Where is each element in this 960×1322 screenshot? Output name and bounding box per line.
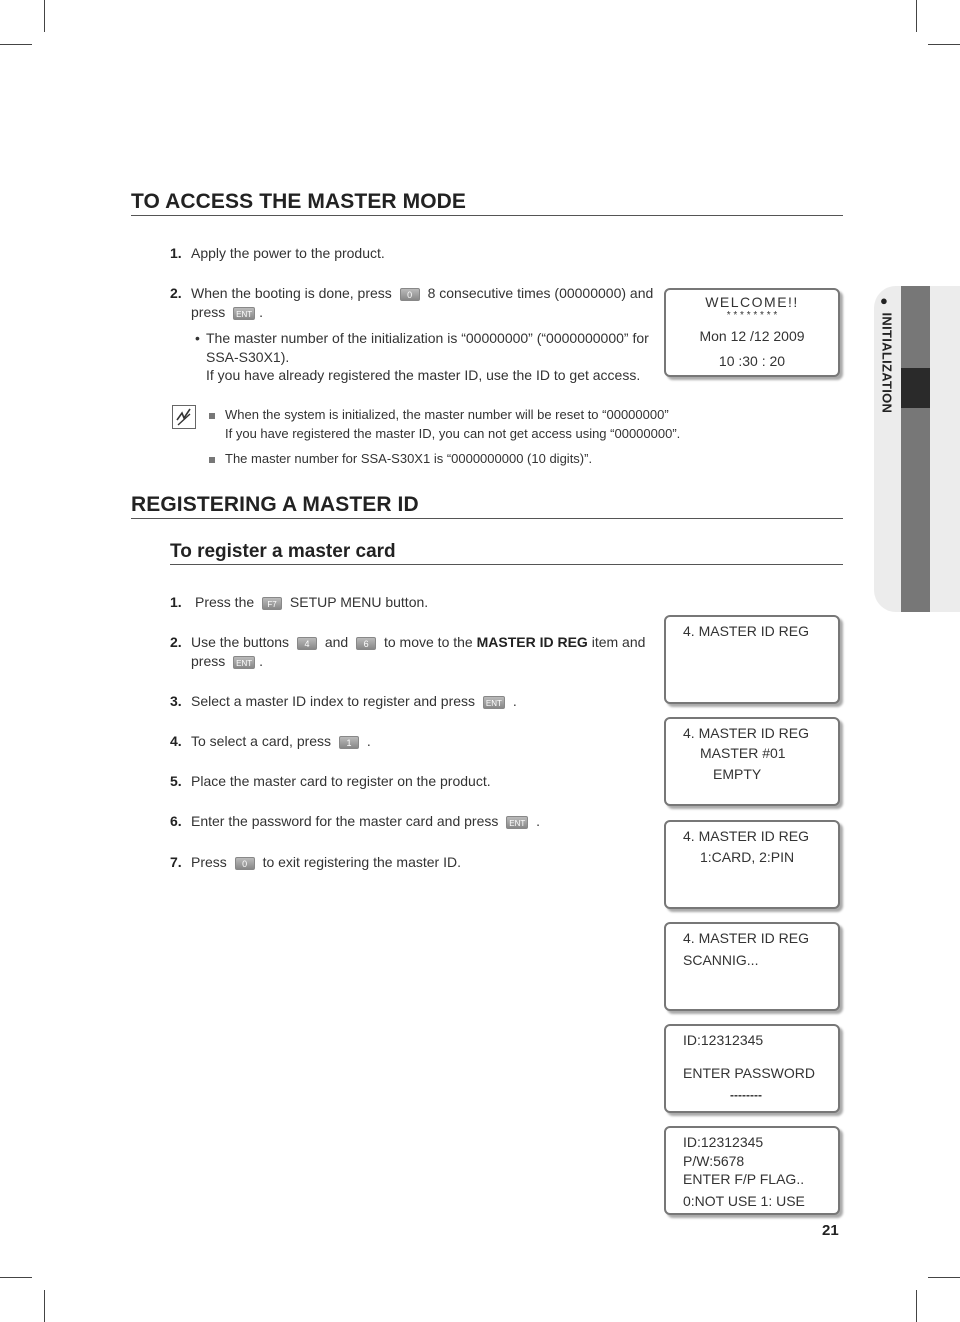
step-number: 1. [170,594,182,610]
step-text-pre: Press the [195,594,255,610]
period: . [259,304,264,320]
period: . [366,733,371,749]
step-text-pre: Enter the password for the master card and press [191,813,499,829]
note-text: The master number for SSA-S30X1 is “0000000000 (10 digits)”. [225,451,593,466]
lcd-line: ENTER PASSWORD [683,1065,815,1081]
note-1 [209,405,669,424]
key-1-icon: 1 [339,736,359,749]
square-bullet-icon [209,413,215,419]
step-text-pre: When the booting is done, press [191,285,392,301]
section-title-registering: REGISTERING A MASTER ID [131,493,843,519]
bullet-mark: • [195,330,200,346]
crop-mark [928,1277,960,1278]
lcd-line: ID:12312345 [683,1134,764,1150]
lcd-enter-password [664,1024,840,1113]
lcd-fp-flag [664,1126,840,1215]
key-4-icon: 4 [297,637,317,650]
lcd-line: P/W:5678 [683,1153,745,1169]
lcd-line: 0:NOT USE 1: USE [683,1193,805,1209]
lcd-line: * * * * * * * * [726,310,778,321]
lcd-line: ID:12312345 [683,1032,764,1048]
step-text-post: to move to the [383,634,473,650]
key-0-icon: 0 [400,288,420,301]
side-tab-bar [901,286,930,612]
lcd-line: 10 :30 : 20 [718,353,786,369]
period: . [512,693,517,709]
bullet-line-3: If you have already registered the master ID, use the ID to get access. [206,367,641,383]
step-number: 6. [170,813,182,829]
lcd-line: ENTER F/P FLAG.. [683,1171,805,1187]
step-text-pre: To select a card, press [191,733,332,749]
lcd-line: 4. MASTER ID REG [683,828,810,844]
page-number: 21 [822,1222,839,1239]
lcd-line: WELCOME!! [705,294,799,310]
key-ent-icon: ENT [483,696,505,709]
crop-mark [0,44,32,45]
subsection-title: To register a master card [170,541,843,565]
square-bullet-icon [209,457,215,463]
side-tab-marker [901,368,930,408]
lcd-line: 4. MASTER ID REG [683,623,810,639]
step-text-pre: Use the buttons [191,634,290,650]
note-icon [172,405,196,429]
lcd-line: -------- [730,1088,762,1102]
step-number: 2. [170,634,182,650]
step-text-press: press [191,653,226,669]
step-text-and: and [324,634,349,650]
lcd-line: 4. MASTER ID REG [683,930,810,946]
crop-mark [916,1290,917,1322]
lcd-line: MASTER #01 [700,745,786,761]
key-6-icon: 6 [356,637,376,650]
step-number: 4. [170,733,182,749]
note-text: When the system is initialized, the master number will be reset to “00000000” [225,407,669,422]
crop-mark [928,44,960,45]
step-text-post: 8 consecutive times (00000000) and [427,285,654,301]
step-number: 1. [170,245,182,261]
step-number: 7. [170,854,182,870]
side-tab-bullet: ● [880,293,888,308]
lcd-master-01 [664,717,840,806]
step-text-post: to exit registering the master ID. [262,854,461,870]
step-text: Apply the power to the product. [191,245,385,261]
step-number: 3. [170,693,182,709]
step-text-press: press [191,304,226,320]
step-number: 5. [170,773,182,789]
key-ent-icon: ENT [233,656,255,669]
key-ent-icon: ENT [233,307,255,320]
period: . [536,813,541,829]
bullet-line-1: The master number of the initialization is “00000000” (“0000000000” for [206,330,649,346]
note-1-line2 [225,424,680,443]
lcd-line: SCANNIG... [683,952,759,968]
step-text-post2: item and [591,634,646,650]
section-title-master-mode: TO ACCESS THE MASTER MODE [131,190,843,216]
step-text [191,284,653,303]
period: . [259,653,264,669]
lcd-master-id-reg [664,615,840,704]
crop-mark [0,1277,32,1278]
step-text: Place the master card to register on the product. [191,773,491,789]
step-number: 2. [170,285,182,301]
note-text: If you have registered the master ID, you can not get access using “00000000”. [225,426,681,441]
lcd-scanning [664,922,840,1011]
bullet-line-2: SSA-S30X1). [206,349,290,365]
lcd-line: Mon 12 /12 2009 [699,328,805,344]
step-text-bold: MASTER ID REG [476,634,588,650]
step-text-pre: Select a master ID index to register and press [191,693,476,709]
side-tab-label: INITIALIZATION [879,312,895,414]
lcd-welcome [664,288,840,377]
crop-mark [916,0,917,32]
note-2 [209,449,592,468]
key-ent-icon: ENT [506,816,528,829]
crop-mark [44,1290,45,1322]
key-f7-icon: F7 [262,597,282,610]
step-text-post: SETUP MENU button. [289,594,429,610]
lcd-line: EMPTY [713,766,762,782]
key-0-icon: 0 [235,857,255,870]
lcd-line: 4. MASTER ID REG [683,725,810,741]
lcd-card-pin [664,820,840,909]
step-text-pre: Press [191,854,227,870]
lcd-line: 1:CARD, 2:PIN [700,849,795,865]
crop-mark [44,0,45,32]
